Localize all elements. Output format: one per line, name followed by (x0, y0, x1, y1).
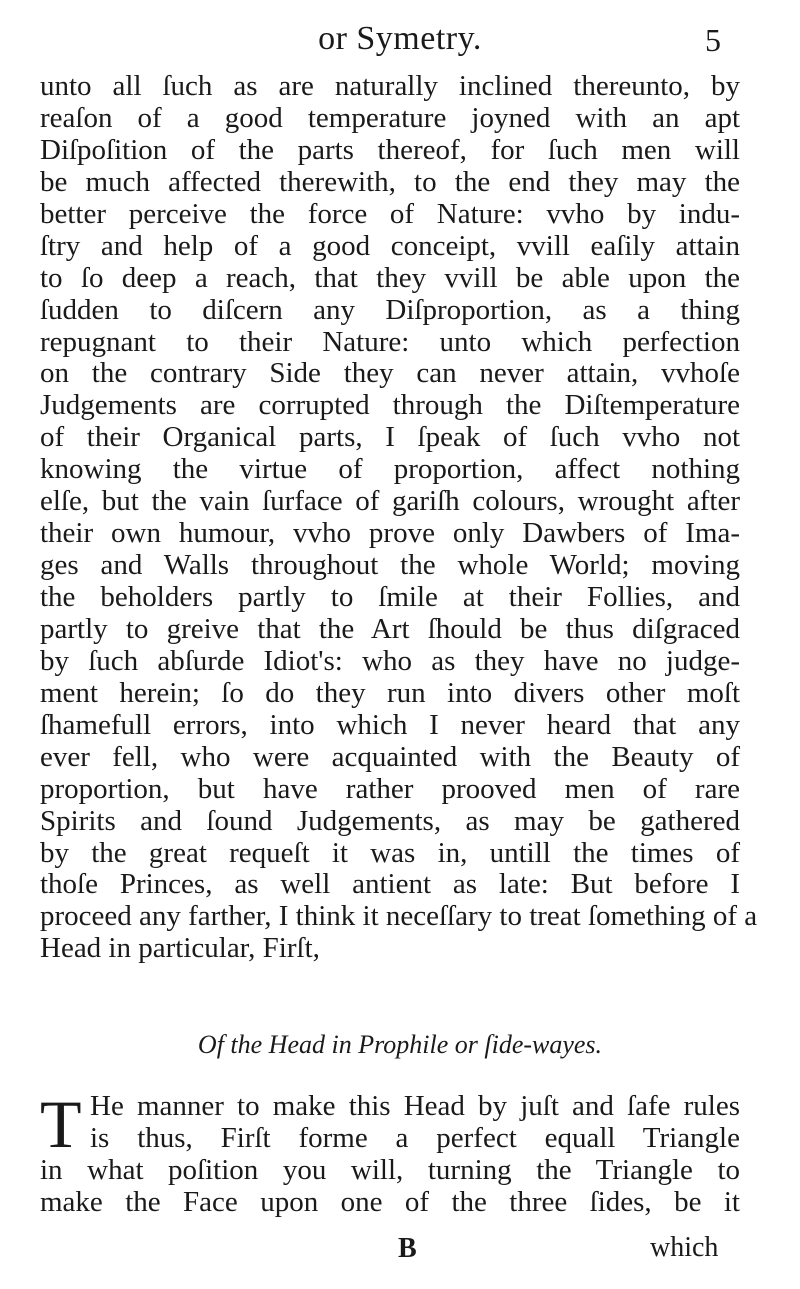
text-line: better perceive the force of Nature: vvho by indu- (40, 197, 740, 230)
running-head: or Symetry. (318, 20, 482, 57)
signature-mark: B (398, 1233, 417, 1264)
text-line: the beholders partly to ſmile at their Follies, and (40, 581, 740, 613)
main-paragraph (40, 70, 758, 965)
text-line: reaſon of a good temperature joyned with an apt (40, 101, 740, 134)
text-line: Spirits and ſound Judgements, as may be gathered (40, 804, 740, 837)
text-line: to ſo deep a reach, that they vvill be able upon the (40, 261, 740, 294)
text-line: ever fell, who were acquainted with the Beauty of (40, 740, 740, 773)
text-line: He manner to make this Head by juſt and ſafe rules (90, 1090, 740, 1122)
text-line: unto all ſuch as are naturally inclined thereunto, by (40, 70, 740, 102)
text-line: thoſe Princes, as well antient as late: But before I (40, 868, 740, 901)
text-line: proceed any farther, I think it neceſſary to treat ſomething of a (40, 900, 758, 933)
text-line: ges and Walls throughout the whole World; moving (40, 549, 740, 582)
text-line: ſhamefull errors, into which I never heard that any (40, 708, 740, 741)
text-line: be much affected therewith, to the end they may the (40, 165, 740, 198)
text-line: ment herein; ſo do they run into divers other moſt (40, 676, 740, 709)
text-line: repugnant to their Nature: unto which perfection (40, 325, 740, 358)
text-line: Judgements are corrupted through the Diſtemperature (40, 389, 740, 422)
drop-cap: T (40, 1086, 82, 1162)
text-line: make the Face upon one of the three ſides, be it (40, 1185, 740, 1218)
text-line: ſtry and help of a good conceipt, vvill eaſily attain (40, 229, 740, 262)
section-heading: Of the Head in Prophile or ſide-wayes. (197, 1030, 603, 1059)
text-line: Diſpoſition of the parts thereof, for ſuch men will (40, 133, 740, 166)
text-line: partly to greive that the Art ſhould be thus diſgraced (40, 612, 740, 645)
page-number: 5 (705, 22, 721, 58)
text-line: their own humour, vvho prove only Dawbers of Ima- (40, 517, 740, 550)
text-line: knowing the virtue of proportion, affect nothing (40, 453, 740, 486)
second-paragraph (40, 1086, 740, 1218)
text-line: is thus, Firſt forme a perfect equall Triangle (90, 1121, 740, 1154)
text-line: elſe, but the vain ſurface of gariſh colours, wrought after (40, 485, 740, 518)
catchword: which (650, 1232, 719, 1263)
text-line: by the great requeſt it was in, untill the times of (40, 836, 740, 869)
text-line: on the contrary Side they can never attain, vvhoſe (40, 357, 740, 390)
text-line: ſudden to diſcern any Diſproportion, as a thing (40, 293, 740, 326)
text-line: in what poſition you will, turning the Triangle to (40, 1153, 740, 1186)
text-line: proportion, but have rather prooved men of rare (40, 772, 740, 805)
text-line: by ſuch abſurde Idiot's: who as they have no judge- (40, 644, 740, 677)
text-line: of their Organical parts, I ſpeak of ſuch vvho not (40, 421, 740, 454)
text-line: Head in particular, Firſt, (40, 932, 320, 965)
